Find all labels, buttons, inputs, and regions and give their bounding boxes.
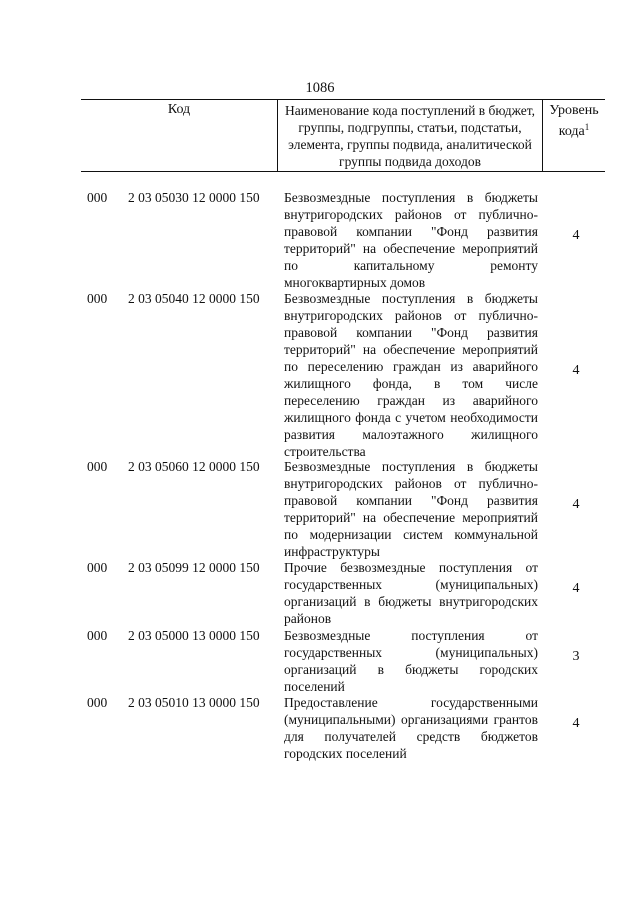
row-prefix: 000: [87, 190, 108, 205]
row-code: 2 03 05099 12 0000 150: [128, 560, 260, 575]
page-number: 1086: [305, 80, 335, 96]
row-level: 4: [572, 363, 580, 378]
row-level: 4: [572, 716, 580, 731]
row-name: Предоставление государственными (муниципальными) организациями грантов для получателей средств бюджетов городских поселений: [284, 695, 538, 761]
header-top-rule: [81, 99, 605, 100]
row-name: Безвозмездные поступления в бюджеты внутригородских районов от публично-правовой компании "Фонд развития территорий" на обеспечение мероприятий по капитальному ремонту многоквартирных домов: [284, 190, 538, 290]
row-prefix: 000: [87, 560, 108, 575]
row-name: Безвозмездные поступления в бюджеты внутригородских районов от публично-правовой компании "Фонд развития территорий" на обеспечение мероприятий по переселению граждан из аварийного жилищного фонда, в том числе переселению граждан из аварийного жилищного фонда с учетом необходимости развития малоэтажного жилищного строительства: [284, 291, 538, 459]
header-level-label: Уровень кода: [549, 103, 599, 139]
row-prefix: 000: [87, 459, 108, 474]
header-bottom-rule: [81, 171, 605, 172]
row-level: 4: [572, 581, 580, 596]
row-name: Безвозмездные поступления от государственных (муниципальных) организаций в бюджеты городских поселений: [284, 628, 538, 694]
row-level: 3: [572, 649, 580, 664]
header-level-footnote: 1: [584, 122, 590, 132]
header-divider-1: [277, 99, 278, 172]
row-prefix: 000: [87, 695, 108, 710]
header-code: Код: [167, 102, 191, 117]
header-name: Наименование кода поступлений в бюджет, группы, подгруппы, статьи, подстатьи, элемента, группы подвида, аналитической группы подвида доходов: [284, 103, 535, 169]
row-name: Безвозмездные поступления в бюджеты внутригородских районов от публично-правовой компании "Фонд развития территорий" на обеспечение мероприятий по модернизации систем коммунальной инфраструктуры: [284, 459, 538, 559]
row-code: 2 03 05060 12 0000 150: [128, 459, 260, 474]
row-code: 2 03 05010 13 0000 150: [128, 695, 260, 710]
row-level: 4: [572, 228, 580, 243]
row-code: 2 03 05030 12 0000 150: [128, 190, 260, 205]
row-prefix: 000: [87, 628, 108, 643]
table-header: [81, 99, 605, 172]
row-name: Прочие безвозмездные поступления от государственных (муниципальных) организаций в бюджеты внутригородских районов: [284, 560, 538, 626]
row-level: 4: [572, 497, 580, 512]
row-code: 2 03 05000 13 0000 150: [128, 628, 260, 643]
header-level: [543, 102, 605, 140]
row-prefix: 000: [87, 291, 108, 306]
row-code: 2 03 05040 12 0000 150: [128, 291, 260, 306]
